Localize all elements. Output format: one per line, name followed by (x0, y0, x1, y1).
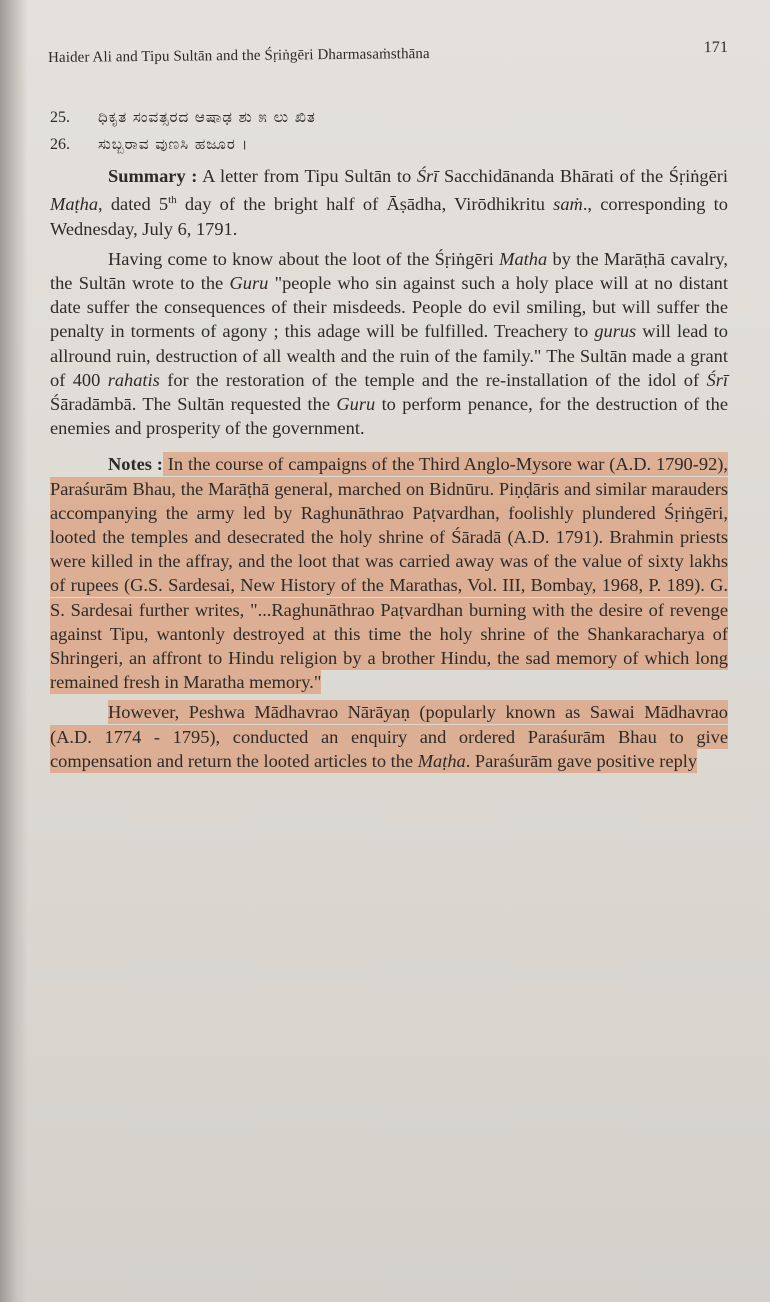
running-header (48, 38, 729, 67)
kannada-text: ಸುಬ್ಬರಾವ ವುಣಸಿ ಹಜೂರ । (98, 135, 249, 153)
line-number: 25. (50, 109, 70, 126)
body-paragraph (50, 700, 728, 773)
notes-heading: Notes : (108, 454, 163, 475)
kannada-line (50, 131, 728, 158)
highlighted-text: However, Peshwa Mādhavrao Nārāyaṇ (popularly known as Sawai Mādhavrao (A.D. 1774 - 1795), conducted an enquiry and ordered Paraśurām Bhau to give compensation and return the looted articles to the Maṭha. Paraśurām gave positive reply (50, 702, 728, 771)
running-title: Haider Ali and Tipu Sultān and the Śṛiṅgēri Dharmasaṁsthāna (48, 46, 430, 66)
line-number: 26. (50, 136, 70, 153)
page-gutter-shadow (0, 0, 28, 1302)
summary-paragraph: Summary : A letter from Tipu Sultān to Śrī Sacchidānanda Bhārati of the Śṛiṅgēri Maṭha, dated 5th day of the bright half of Āṣādha, Virōdhikritu saṁ., corresponding to Wednesday, July 6, 1791. (50, 166, 728, 239)
kannada-line (50, 104, 728, 131)
kannada-text: ಧಿಕೃತ ಸಂವತ್ಸರದ ಆಷಾಢ ಶು ೫ ಲು ಖಿತ (98, 108, 316, 126)
notes-paragraph (50, 452, 728, 694)
body-paragraph: Having come to know about the loot of the Śṛiṅgēri Matha by the Marāṭhā cavalry, the Sultān wrote to the Guru "people who sin against such a holy place will at no distant date suffer the consequences of their misdeeds. People do evil smiling, but will suffer the penalty in torments of agony ; this adage will be fulfilled. Treachery to gurus will lead to allround ruin, destruction of all wealth and the ruin of the family." The Sultān made a grant of 400 rahatis for the restoration of the temple and the re-installation of the idol of Śrī Śāradāmbā. The Sultān requested the Guru to perform penance, for the destruction of the enemies and prosperity of the government. (50, 248, 729, 439)
page-body (50, 104, 728, 773)
summary-heading: Summary : (108, 166, 198, 186)
page-number: 171 (703, 38, 729, 57)
highlighted-text: In the course of campaigns of the Third Anglo-Mysore war (A.D. 1790-92), Paraśurām Bhau, the Marāṭhā general, marched on Bidnūru. Piṇḍāris and similar marauders accompanying the army led by Raghunāthrao Paṭvardhan, foolishly plundered Śṛiṅgēri, looted the temples and desecrated the holy shrine of Śāradā (A.D. 1791). Brahmin priests were killed in the affray, and the loot that was carried away was of the value of sixty lakhs of rupees (G.S. Sardesai, New History of the Marathas, Vol. III, Bombay, 1968, P. 189). G. S. Sardesai further writes, "...Raghunāthrao Paṭvardhan burning with the desire of revenge against Tipu, wantonly destroyed at this time the holy shrine of the Shankaracharya of Shringeri, an affront to Hindu religion by a brother Hindu, the sad memory of which long remained fresh in Maratha memory." (50, 454, 728, 693)
